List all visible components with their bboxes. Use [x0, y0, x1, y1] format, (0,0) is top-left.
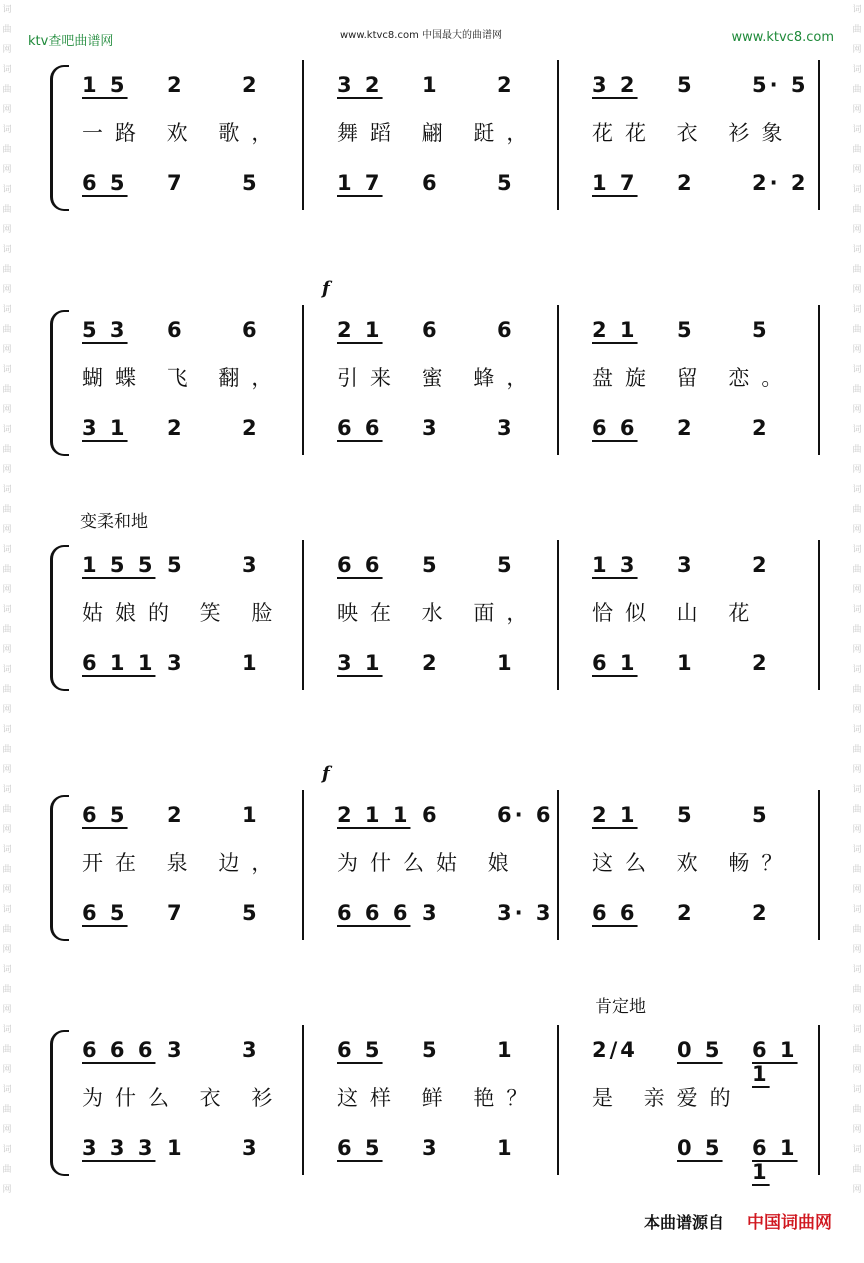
- note-group: 2: [242, 73, 260, 97]
- note-group: 6: [422, 803, 440, 827]
- note-group: 5· 5: [752, 73, 809, 97]
- lower-voice-row: [78, 651, 818, 685]
- note-group: 3: [422, 901, 440, 925]
- note-group: 2: [242, 416, 260, 440]
- note-group: 5: [242, 901, 260, 925]
- dynamic-marking: f: [322, 763, 330, 784]
- barline: [818, 540, 820, 690]
- note-group: 6 1 1: [752, 1038, 798, 1086]
- note-group: 1 5: [82, 73, 128, 97]
- note-group: 1: [497, 1038, 515, 1062]
- note-group: 2: [167, 416, 185, 440]
- upper-voice-row: [78, 318, 818, 352]
- upper-voice-row: [78, 553, 818, 587]
- note-group: 6 1 1: [752, 1136, 798, 1184]
- note-group: 5: [497, 553, 515, 577]
- note-group: 2: [752, 416, 770, 440]
- site-url-right[interactable]: www.ktvc8.com: [731, 30, 834, 45]
- note-group: 1 5 5: [82, 553, 156, 577]
- lyric-measure: 开在 泉 边，: [82, 851, 285, 875]
- note-group: 1 3: [592, 553, 638, 577]
- lyrics-row: [78, 847, 818, 881]
- lower-voice-row: [78, 1136, 818, 1184]
- note-group: 2 1 1: [337, 803, 411, 827]
- side-watermark-left: 词曲网词曲网词曲网词曲网词曲网词曲网词曲网词曲网词曲网词曲网词曲网词曲网词曲网词曲网词曲网词曲网词曲网词曲网词曲网词曲网: [2, 5, 12, 1195]
- dynamic-marking: f: [322, 278, 330, 299]
- note-group: 6 5: [82, 803, 128, 827]
- system-brace: [50, 795, 69, 941]
- note-group: 2: [752, 553, 770, 577]
- note-group: 0 5: [677, 1136, 723, 1160]
- note-group: 5: [422, 1038, 440, 1062]
- lyric-measure: 花花 衣 衫象: [592, 121, 795, 145]
- note-group: 6 6: [592, 416, 638, 440]
- note-group: 3 1: [82, 416, 128, 440]
- note-group: 2 1: [592, 803, 638, 827]
- note-group: 1: [677, 651, 695, 675]
- lyric-measure: 为什么姑 娘: [337, 851, 521, 875]
- lyric-measure: 为什么 衣 衫: [82, 1086, 285, 1110]
- note-group: 2· 2: [752, 171, 809, 195]
- note-group: 6· 6: [497, 803, 554, 827]
- lyric-measure: 映在 水 面，: [337, 601, 540, 625]
- lyric-measure: 这样 鲜 艳？: [337, 1086, 540, 1110]
- lyric-measure: 引来 蜜 蜂，: [337, 366, 540, 390]
- note-group: 2: [752, 651, 770, 675]
- note-group: 3 1: [337, 651, 383, 675]
- note-group: 3: [242, 1038, 260, 1062]
- note-group: 3: [422, 1136, 440, 1160]
- score-system: [40, 65, 820, 215]
- note-group: 0 5: [677, 1038, 723, 1062]
- note-group: 6 5: [337, 1136, 383, 1160]
- note-group: 3 3 3: [82, 1136, 156, 1160]
- lyrics-row: [78, 597, 818, 631]
- upper-voice-row: [78, 1038, 818, 1086]
- lyrics-row: [78, 362, 818, 396]
- barline: [818, 305, 820, 455]
- lyric-measure: 一路 欢 歌，: [82, 121, 285, 145]
- lyric-measure: 是 亲爱的: [592, 1086, 743, 1110]
- note-group: 2: [497, 73, 515, 97]
- note-group: 1 7: [592, 171, 638, 195]
- note-group: 1: [497, 651, 515, 675]
- note-group: 6: [242, 318, 260, 342]
- system-brace: [50, 545, 69, 691]
- note-group: 2: [167, 803, 185, 827]
- lyric-measure: 这么 欢 畅？: [592, 851, 795, 875]
- note-group: 7: [167, 901, 185, 925]
- note-group: 1: [242, 651, 260, 675]
- side-watermark-right: 词曲网词曲网词曲网词曲网词曲网词曲网词曲网词曲网词曲网词曲网词曲网词曲网词曲网词曲网词曲网词曲网词曲网词曲网词曲网词曲网: [852, 5, 862, 1195]
- note-group: 6 6 6: [337, 901, 411, 925]
- note-group: 6 1 1: [82, 651, 156, 675]
- lyric-measure: 恰似 山 花: [592, 601, 762, 625]
- note-group: 3: [167, 1038, 185, 1062]
- system-brace: [50, 1030, 69, 1176]
- note-group: 3: [497, 416, 515, 440]
- note-group: 2/4: [592, 1038, 638, 1062]
- note-group: 2: [677, 416, 695, 440]
- lyric-measure: 舞蹈 翩 跹，: [337, 121, 540, 145]
- note-group: 6 6: [337, 416, 383, 440]
- source-brand[interactable]: 中国词曲网: [747, 1213, 832, 1233]
- note-group: 5: [167, 553, 185, 577]
- note-group: 6: [167, 318, 185, 342]
- score-system: [40, 278, 820, 460]
- note-group: 2 1: [337, 318, 383, 342]
- barline: [818, 60, 820, 210]
- note-group: 1: [422, 73, 440, 97]
- note-group: 5: [422, 553, 440, 577]
- lyric-measure: 蝴蝶 飞 翻，: [82, 366, 285, 390]
- upper-voice-row: [78, 803, 818, 837]
- site-tagline: www.ktvc8.com 中国最大的曲谱网: [340, 30, 503, 41]
- note-group: 2: [752, 901, 770, 925]
- note-group: 5: [497, 171, 515, 195]
- site-name-left[interactable]: ktv查吧曲谱网: [28, 34, 114, 49]
- note-group: 2: [677, 901, 695, 925]
- note-group: 1 7: [337, 171, 383, 195]
- note-group: 1: [242, 803, 260, 827]
- note-group: 5: [752, 803, 770, 827]
- note-group: 6 5: [82, 901, 128, 925]
- note-group: 5 3: [82, 318, 128, 342]
- score-system: [40, 763, 820, 945]
- system-brace: [50, 310, 69, 456]
- note-group: 6 5: [82, 171, 128, 195]
- lower-voice-row: [78, 416, 818, 450]
- lower-voice-row: [78, 901, 818, 935]
- note-group: 6: [422, 171, 440, 195]
- note-group: 2: [167, 73, 185, 97]
- note-group: 3: [422, 416, 440, 440]
- lyrics-row: [78, 117, 818, 151]
- note-group: 2: [422, 651, 440, 675]
- barline: [818, 1025, 820, 1175]
- note-group: 3· 3: [497, 901, 554, 925]
- note-group: 5: [677, 318, 695, 342]
- note-group: 3: [677, 553, 695, 577]
- source-label: 本曲谱源自: [643, 1213, 724, 1232]
- score-system: [40, 997, 820, 1184]
- note-group: 1: [497, 1136, 515, 1160]
- note-group: 3 2: [592, 73, 638, 97]
- note-group: 6 5: [337, 1038, 383, 1062]
- lower-voice-row: [78, 171, 818, 205]
- note-group: 6 1: [592, 651, 638, 675]
- barline: [818, 790, 820, 940]
- lyric-measure: 姑娘的 笑 脸: [82, 601, 285, 625]
- expression-marking: 变柔和地: [80, 512, 148, 532]
- note-group: 2: [677, 171, 695, 195]
- upper-voice-row: [78, 73, 818, 107]
- note-group: 3: [242, 553, 260, 577]
- score-system: [40, 512, 820, 695]
- note-group: 3: [167, 651, 185, 675]
- note-group: 6 6 6: [82, 1038, 156, 1062]
- note-group: 6: [422, 318, 440, 342]
- note-group: 5: [242, 171, 260, 195]
- note-group: 7: [167, 171, 185, 195]
- note-group: 6: [497, 318, 515, 342]
- note-group: 6 6: [337, 553, 383, 577]
- note-group: 5: [677, 73, 695, 97]
- note-group: 3: [242, 1136, 260, 1160]
- system-brace: [50, 65, 69, 211]
- note-group: 5: [677, 803, 695, 827]
- expression-marking: 肯定地: [595, 997, 646, 1017]
- note-group: 2 1: [592, 318, 638, 342]
- note-group: 1: [167, 1136, 185, 1160]
- note-group: 3 2: [337, 73, 383, 97]
- note-group: 5: [752, 318, 770, 342]
- lyric-measure: 盘旋 留 恋。: [592, 366, 795, 390]
- note-group: 6 6: [592, 901, 638, 925]
- lyrics-row: [78, 1082, 818, 1116]
